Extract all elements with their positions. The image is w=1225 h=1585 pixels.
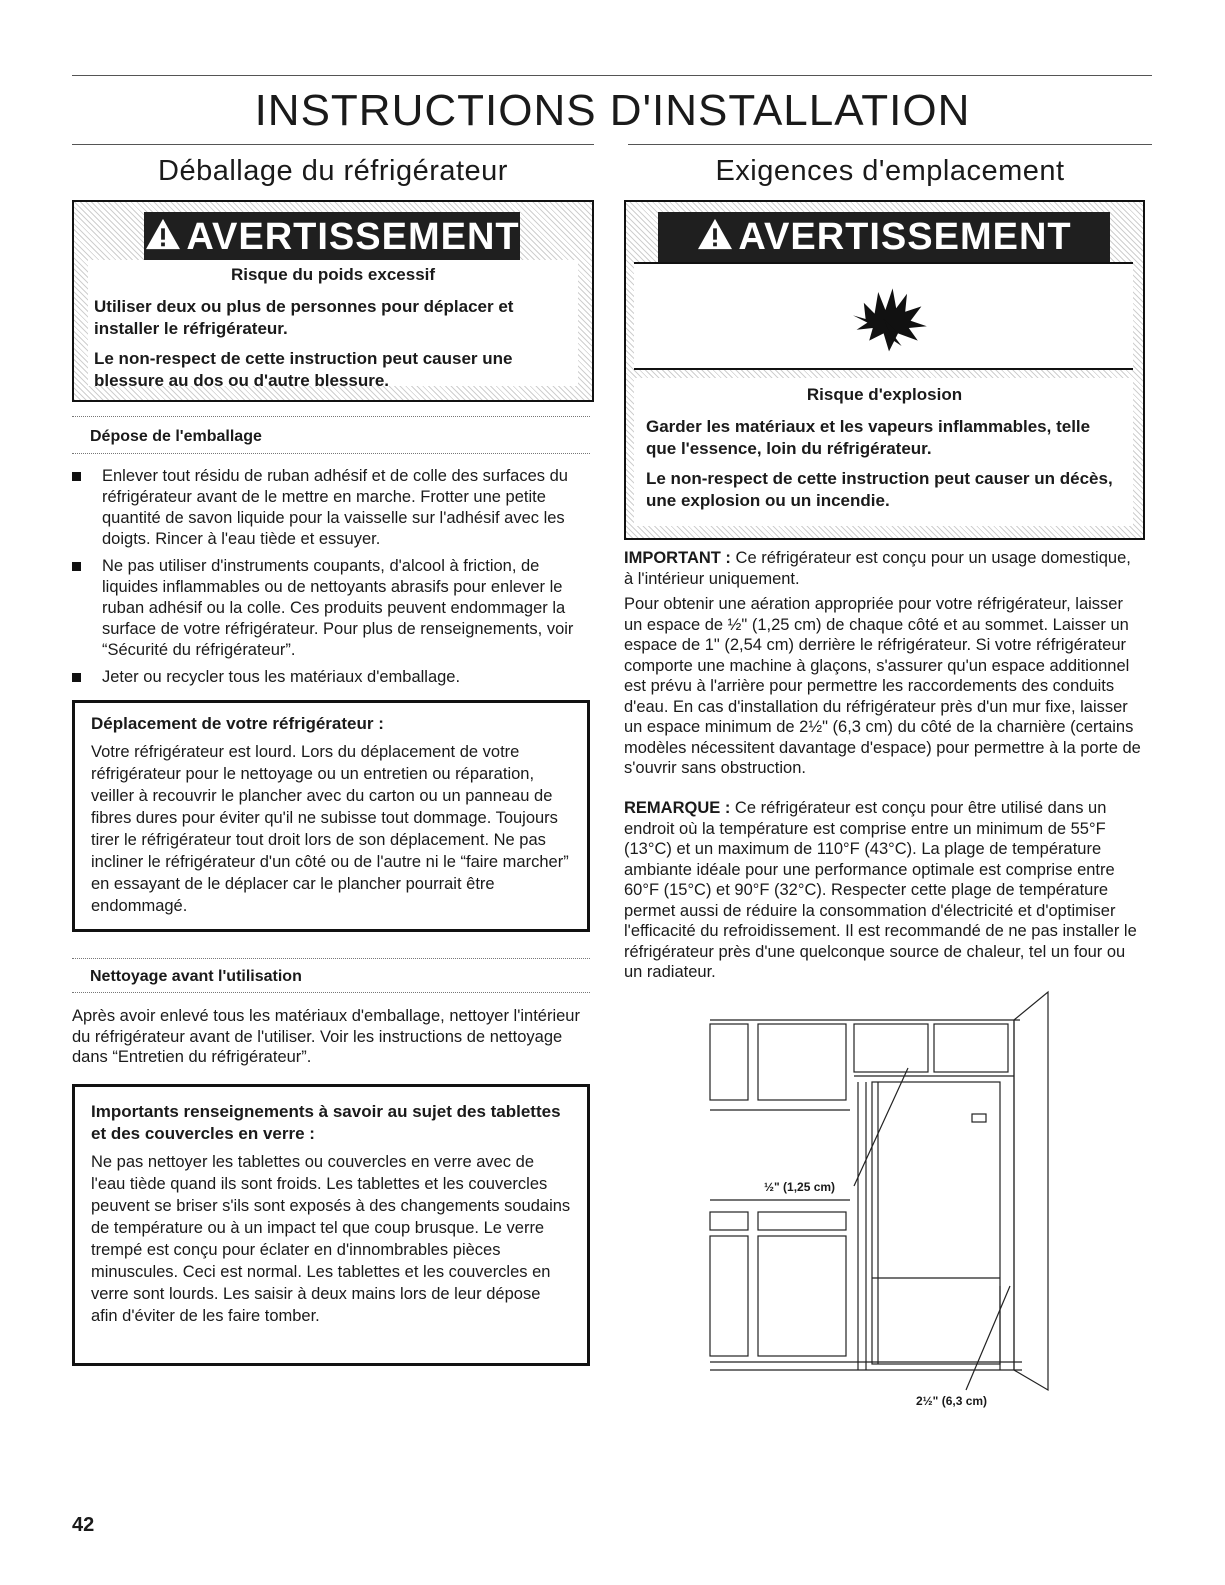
warning-line-1: Garder les matériaux et les vapeurs inflammables, telle que l'essence, loin du réfrigérateur. [646, 417, 1091, 458]
rule [72, 992, 590, 993]
tablettes-text: Ne pas nettoyer les tablettes ou couvercles en verre avec de l'eau tiède quand ils sont froids. Les tablettes et les couvercles peuvent se briser s'ils sont exposés à des changements soudains de température ou à un impact tel que coup brusque. Le verre trempé est conçu pour éclater en d'innombrables pièces minuscules. Ceci est normal. Les tablettes et les couvercles en verre sont lourds. Les saisir à deux mains lors de leur dépose afin d'éviter de les faire tomber. [91, 1153, 571, 1325]
deplacement-heading: Déplacement de votre réfrigérateur : [91, 714, 384, 733]
rule [72, 453, 590, 454]
right-title-rule [628, 144, 1152, 145]
deplacement-text: Votre réfrigérateur est lourd. Lors du déplacement de votre réfrigérateur pour le nettoyage ou un entretien ou réparation, veiller à recouvrir le plancher avec du carton ou un panneau de fibres dures pour éviter qu'il ne subisse tout dommage. Toujours tirer le réfrigérateur tout droit lors de son déplacement. Ne pas incliner le réfrigérateur d'un côté ou de l'autre ni le “faire marcher” en essayant de le déplacer car le plancher pourrait être endommagé. [91, 743, 569, 915]
important-paragraph [624, 548, 1144, 589]
tablettes-heading: Importants renseignements à savoir au sujet des tablettes et des couvercles en verre : [91, 1102, 561, 1143]
warning-banner-text: AVERTISSEMENT [738, 216, 1072, 258]
warning-line-2: Le non-respect de cette instruction peut causer un décès, une explosion ou un incendie. [646, 469, 1113, 510]
top-rule [72, 75, 1152, 76]
warning-line-2: Le non-respect de cette instruction peut causer une blessure au dos ou d'autre blessure. [94, 349, 513, 390]
list-item [72, 667, 592, 688]
rule [72, 958, 590, 959]
clearance-label-side: ½" (1,25 cm) [764, 1180, 836, 1194]
list-item [72, 466, 592, 550]
rule [72, 416, 590, 417]
left-title-rule [72, 144, 594, 145]
warning-triangle-icon [696, 217, 734, 251]
deplacement-box [72, 700, 590, 932]
list-item-text: Ne pas utiliser d'instruments coupants, d'alcool à friction, de liquides inflammables ou de nettoyants abrasifs pour enlever le ruban adhésif ou la colle. Ces produits peuvent endommager la surface de votre réfrigérateur. Pour plus de renseignements, voir “Sécurité du réfrigérateur”. [102, 557, 574, 659]
subhead-nettoyage: Nettoyage avant l'utilisation [90, 968, 302, 985]
warning-triangle-icon [144, 217, 182, 251]
clearance-diagram-drawing [700, 990, 1060, 1410]
important-label: IMPORTANT : [624, 549, 731, 567]
remarque-text: Ce réfrigérateur est conçu pour être utilisé dans un endroit où la température est comprise entre un minimum de 55°F (13°C) et un maximum de 110°F (43°C). La plage de température ambiante idéale pour une performance optimale est comprise entre 60°F (15°C) et 90°F (32°C). Respecter cette plage de température permet aussi de réduire la consommation d'électricité et d'optimiser l'efficacité du refroidissement. Il est recommandé de ne pas installer le réfrigérateur près d'une quelconque source de chaleur, tel un four ou un radiateur. [624, 799, 1137, 981]
depose-list [72, 466, 592, 694]
bullet-icon [72, 562, 81, 571]
page-number: 42 [72, 1514, 95, 1536]
warning-box-weight [72, 200, 594, 402]
section-title-deballage: Déballage du réfrigérateur [158, 155, 508, 187]
warning-box-explosion [624, 200, 1145, 540]
section-title-emplacement: Exigences d'emplacement [715, 155, 1065, 187]
bullet-icon [72, 673, 81, 682]
remarque-label: REMARQUE : [624, 799, 731, 817]
remarque-paragraph [624, 798, 1144, 983]
aeration-paragraph: Pour obtenir une aération appropriée pour votre réfrigérateur, laisser un espace de ½" (1,25 cm) de chaque côté et au sommet. Laisser un espace de 1" (2,54 cm) derrière le réfrigérateur. Si votre réfrigérateur comporte une machine à glaçons, s'assurer qu'un espace additionnel est prévu à l'arrière pour permettre les raccordements des conduits d'eau. En cas d'installation du réfrigérateur près d'un mur fixe, laisser un espace minimum de 2½" (6,3 cm) du côté de la charnière (certains modèles nécessitent davantage d'espace) pour permettre à la porte de s'ouvrir sans obstruction. [624, 595, 1141, 777]
clearance-label-hinge: 2½" (6,3 cm) [916, 1394, 988, 1408]
warning-body [88, 260, 578, 390]
list-item [72, 556, 592, 661]
nettoyage-text: Après avoir enlevé tous les matériaux d'emballage, nettoyer l'intérieur du réfrigérateur avant de l'utiliser. Voir les instructions de nettoyage dans “Entretien du réfrigérateur”. [72, 1007, 580, 1066]
warning-banner [658, 212, 1110, 262]
bullet-icon [72, 472, 81, 481]
important-text: Ce réfrigérateur est conçu pour un usage domestique, à l'intérieur uniquement. [624, 549, 1131, 588]
warning-risk-title: Risque d'explosion [806, 385, 963, 404]
clearance-diagram [700, 990, 1060, 1410]
warning-banner-text: AVERTISSEMENT [186, 216, 520, 258]
warning-banner [144, 212, 520, 262]
explosion-icon-panel [634, 262, 1133, 370]
tablettes-box [72, 1084, 590, 1366]
warning-body [634, 378, 1133, 526]
list-item-text: Enlever tout résidu de ruban adhésif et de colle des surfaces du réfrigérateur avant de le mettre en marche. Frotter une petite quantité de savon liquide pour la vaisselle sur l'adhésif avec les doigts. Rincer à l'eau tiède et essuyer. [102, 467, 568, 548]
subhead-depose: Dépose de l'emballage [90, 428, 262, 445]
warning-line-1: Utiliser deux ou plus de personnes pour déplacer et installer le réfrigérateur. [94, 297, 514, 338]
warning-risk-title: Risque du poids excessif [230, 265, 436, 284]
page-title: INSTRUCTIONS D'INSTALLATION [254, 86, 971, 135]
list-item-text: Jeter ou recycler tous les matériaux d'emballage. [102, 668, 461, 686]
explosion-icon [844, 280, 934, 358]
